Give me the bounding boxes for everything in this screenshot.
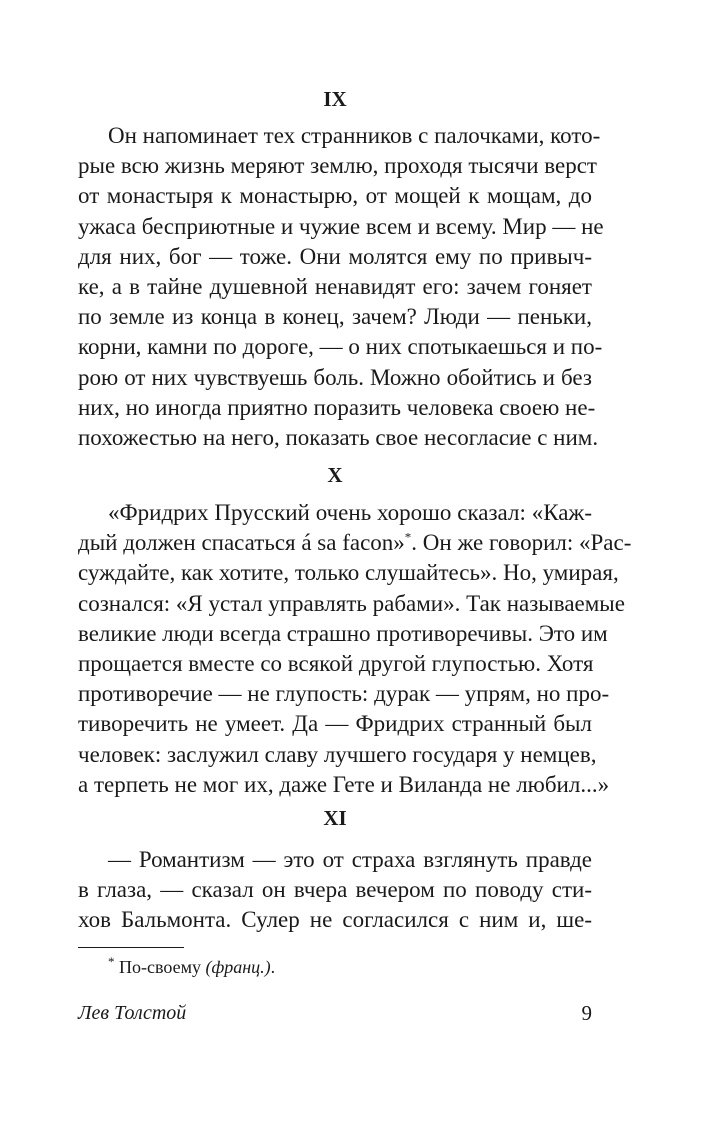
text-line: похожестью на него, показать свое несогласие с ним.: [78, 425, 599, 451]
paragraph-xi: [78, 845, 592, 936]
footnote-divider: [78, 947, 184, 948]
paragraph-ix: [78, 121, 604, 453]
text-line: корни, камни по дороге, — о них спотыкаешься и по-: [78, 334, 603, 360]
footnote-text: По-своему: [119, 957, 206, 977]
footnote-marker: *: [404, 529, 412, 545]
text-line: для них, бог — тоже. Они молятся ему по привыч-: [78, 243, 592, 269]
text-line: сознался: «Я устал управлять рабами». Так называемые: [78, 590, 625, 616]
text-line: них, но иногда приятно поразить человека своею не-: [78, 394, 596, 420]
text-line: Он напоминает тех странников с палочками, кото-: [108, 123, 601, 148]
paragraph-x: [78, 498, 632, 800]
text-line: великие люди всегда страшно противоречивы. Это им: [78, 620, 608, 646]
text-line: прощается вместе со всякой другой глупостью. Хотя: [78, 651, 594, 677]
text-line: хов Бальмонта. Сулер не согласился с ним и, ше-: [78, 907, 592, 933]
text-fragment: с: [78, 560, 88, 586]
section-heading-xi: XI: [323, 806, 347, 830]
text-line: — Романтизм — это от страха взглянуть правде: [108, 847, 592, 872]
text-line: а терпеть не мог их, даже Гете и Виланда не любил...»: [78, 771, 610, 797]
text-fragment: . Он же говорил: «Рас-: [411, 530, 632, 556]
text-line: [78, 558, 619, 588]
text-fragment: дый должен спасаться á sa facon»: [78, 530, 405, 556]
text-line: от монастыря к монастырю, от мощей к мощам, до: [78, 183, 592, 209]
text-line: противоречие — не глупость: дурак — упрям, но про-: [78, 681, 610, 707]
text-fragment: уждайте, как хотите, только слушайтесь». Но, умирая,: [87, 560, 619, 586]
text-line: в глаза, — сказал он вчера вечером по поводу сти-: [78, 877, 592, 903]
text-line: ке, а в тайне душевной ненавидят его: зачем гоняет: [78, 274, 592, 300]
text-line: тиворечить не умеет. Да — Фридрих странный был: [78, 711, 592, 737]
section-heading-x: X: [327, 463, 343, 487]
footnote-end: .: [270, 957, 276, 977]
book-page: [78, 0, 632, 1122]
text-line: рою от них чувствуешь боль. Можно обойтись и без: [78, 364, 592, 390]
section-heading-ix: IX: [323, 87, 347, 111]
text-line: ужаса бесприютные и чужие всем и всему. Мир — не: [78, 213, 604, 239]
running-footer-author: Лев Толстой: [78, 1002, 187, 1024]
text-line: рые всю жизнь меряют землю, проходя тысячи верст: [78, 153, 597, 179]
footnote-language: (франц.): [205, 957, 271, 977]
footnote-mark: *: [108, 954, 115, 969]
footnote: [108, 956, 275, 978]
text-line: «Фридрих Прусский очень хорошо сказал: «Каж-: [108, 500, 592, 525]
text-line: человек: заслужил славу лучшего государя у немцев,: [78, 741, 597, 767]
page-number: 9: [581, 1001, 592, 1025]
text-line: по земле из конца в конец, зачем? Люди — пеньки,: [78, 304, 592, 330]
text-line-with-footnote: [78, 528, 632, 558]
